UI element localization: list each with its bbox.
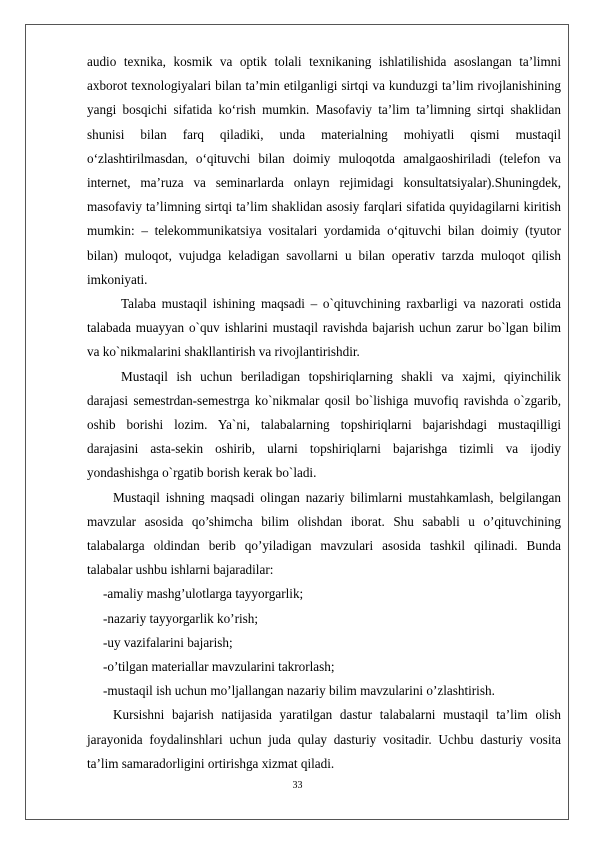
paragraph-distance-learning: audio texnika, kosmik va optik tolali texnikaning ishlatilishida asoslangan ta’limni axborot texnologiyalari bilan ta’min etilganligi sirtqi va kunduzgi ta’lim rivojlanishining yangi bosqichi sifatida ko‘rish mumkin. Masofaviy ta’lim ta’limning sirtqi shaklidan shunisi bilan farq qiladiki, unda materialning mohiyatli qismi mustaqil o‘zlashtirilmasdan, o‘qituvchi bilan doimiy muloqotda amalgaoshiriladi (telefon va internet, ma’ruza va seminarlarda onlayn rejimidagi konsultatsiyalar).Shuningdek, masofaviy ta’limning sirtqi ta’lim shaklidan asosiy farqlari sifatida quyidagilarni kiritish mumkin: – telekommunikatsiya vositalari yordamida o‘qituvchi bilan doimiy (tyutor bilan) muloqot, vujudga keladigan savollarni u bilan operativ tarzda muloqot qilish imkoniyati.	[87, 54, 561, 287]
list-item: -mustaqil ish uchun mo’ljallangan nazariy bilim mavzularini o’zlashtirish.	[103, 683, 495, 699]
paragraph-independent-work-goal: Talaba mustaqil ishining maqsadi – o`qituvchining raxbarligi va nazorati ostida talabada muayyan o`quv ishlarini mustaqil ravishda bajarish uchun zarur bo`lgan bilim va ko`nikmalarini shakllantirish va rivojlantirishdir.	[87, 296, 561, 360]
list-item: -o’tilgan materiallar mavzularini takrorlash;	[103, 659, 335, 675]
page-number: 33	[292, 780, 303, 791]
list-item: -nazariy tayyorgarlik ko’rish;	[103, 610, 259, 626]
paragraph-course-work-result: Kursishni bajarish natijasida yaratilgan dastur talabalarni mustaqil ta’lim olish jarayonida foydalinshlari uchun juda qulay dasturiy vositadir. Uchbu dasturiy vosita ta’lim samaradorligini ortirishga xizmat qiladi.	[87, 707, 561, 771]
paragraph-task-volume: Mustaqil ish uchun beriladigan topshiriqlarning shakli va xajmi, qiyinchilik darajasi semestrdan-semestrga ko`nikmalar qosil bo`lishiga muvofiq ravishda o`zgarib, oshib borishi lozim. Ya`ni, talabalarning topshiriqlarni bajarishdagi mustaqilligi darajasini asta-sekin oshirib, ularni topshiriqlarni bajarishga tizimli va ijodiy yondashishga o`rgatib borish kerak bo`ladi.	[87, 368, 561, 481]
task-list	[87, 582, 561, 703]
list-item: -amaliy mashg’ulotlarga tayyorgarlik;	[103, 586, 304, 602]
list-item: -uy vazifalarini bajarish;	[103, 634, 233, 650]
paragraph-independent-work-purpose: Mustaqil ishning maqsadi olingan nazariy bilimlarni mustahkamlash, belgilangan mavzular asosida qo’shimcha bilim olishdan iborat. Shu sababli u o’qituvchining talabalarga oldindan berib qo’yiladigan mavzulari asosida tashkil qilinadi. Bunda talabalar ushbu ishlarni bajaradilar:	[87, 489, 561, 578]
document-body	[87, 50, 561, 776]
